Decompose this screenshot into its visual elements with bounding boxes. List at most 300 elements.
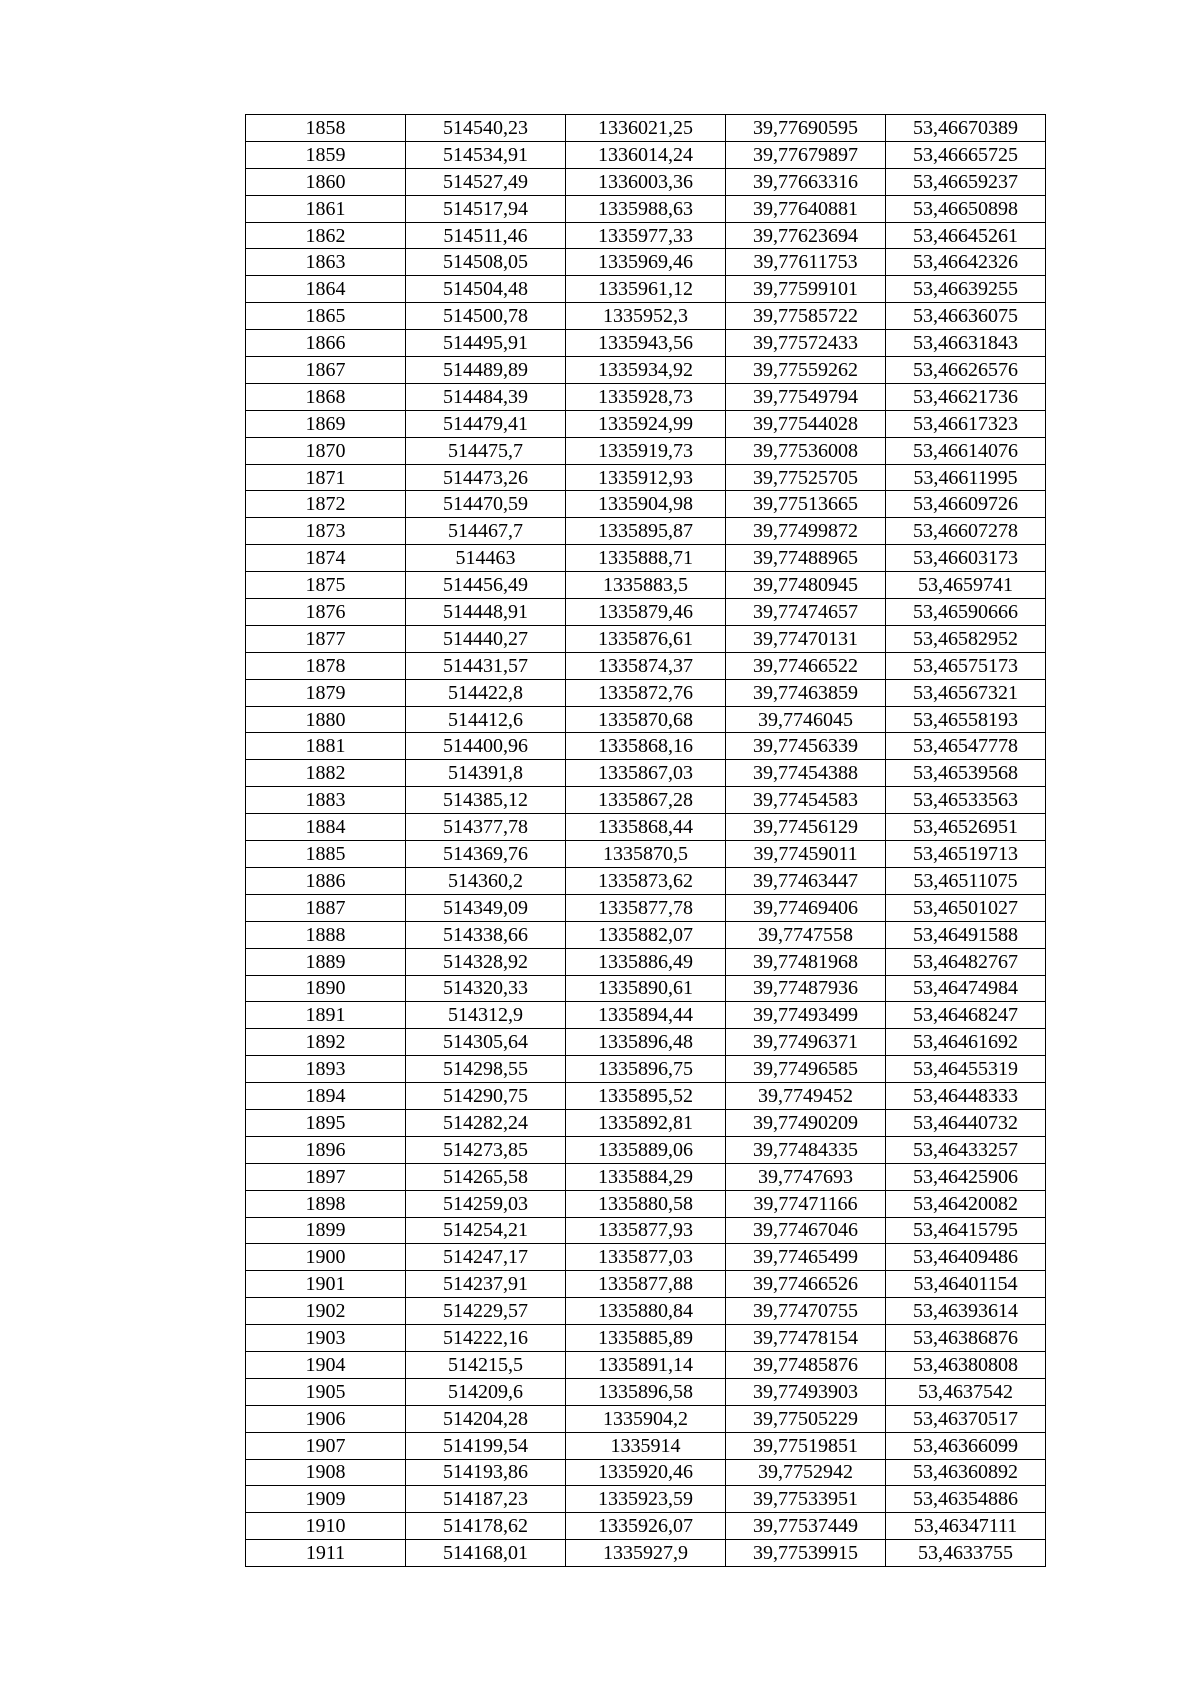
x-coordinate-cell: 514320,33 xyxy=(406,975,566,1002)
y-coordinate-cell: 1335867,28 xyxy=(566,787,726,814)
table-row xyxy=(246,867,1046,894)
y-coordinate-cell: 1335952,3 xyxy=(566,303,726,330)
latitude-cell: 39,77493499 xyxy=(726,1002,886,1029)
y-coordinate-cell: 1335977,33 xyxy=(566,222,726,249)
longitude-cell: 53,46455319 xyxy=(886,1056,1046,1083)
longitude-cell: 53,46609726 xyxy=(886,491,1046,518)
table-row xyxy=(246,1083,1046,1110)
point-number-cell: 1898 xyxy=(246,1190,406,1217)
y-coordinate-cell: 1335877,93 xyxy=(566,1217,726,1244)
point-number-cell: 1899 xyxy=(246,1217,406,1244)
latitude-cell: 39,77533951 xyxy=(726,1486,886,1513)
y-coordinate-cell: 1335894,44 xyxy=(566,1002,726,1029)
x-coordinate-cell: 514489,89 xyxy=(406,357,566,384)
longitude-cell: 53,46511075 xyxy=(886,867,1046,894)
x-coordinate-cell: 514298,55 xyxy=(406,1056,566,1083)
x-coordinate-cell: 514400,96 xyxy=(406,733,566,760)
x-coordinate-cell: 514237,91 xyxy=(406,1271,566,1298)
latitude-cell: 39,77481968 xyxy=(726,948,886,975)
point-number-cell: 1864 xyxy=(246,276,406,303)
x-coordinate-cell: 514463 xyxy=(406,545,566,572)
point-number-cell: 1892 xyxy=(246,1029,406,1056)
latitude-cell: 39,77465499 xyxy=(726,1244,886,1271)
latitude-cell: 39,77585722 xyxy=(726,303,886,330)
point-number-cell: 1896 xyxy=(246,1136,406,1163)
latitude-cell: 39,7749452 xyxy=(726,1083,886,1110)
x-coordinate-cell: 514222,16 xyxy=(406,1325,566,1352)
longitude-cell: 53,46425906 xyxy=(886,1163,1046,1190)
y-coordinate-cell: 1335896,75 xyxy=(566,1056,726,1083)
y-coordinate-cell: 1335892,81 xyxy=(566,1109,726,1136)
point-number-cell: 1890 xyxy=(246,975,406,1002)
table-row xyxy=(246,1002,1046,1029)
longitude-cell: 53,46360892 xyxy=(886,1459,1046,1486)
x-coordinate-cell: 514511,46 xyxy=(406,222,566,249)
latitude-cell: 39,77519851 xyxy=(726,1432,886,1459)
point-number-cell: 1878 xyxy=(246,652,406,679)
latitude-cell: 39,77467046 xyxy=(726,1217,886,1244)
longitude-cell: 53,46409486 xyxy=(886,1244,1046,1271)
y-coordinate-cell: 1336014,24 xyxy=(566,141,726,168)
table-row xyxy=(246,168,1046,195)
table-row xyxy=(246,1351,1046,1378)
longitude-cell: 53,46415795 xyxy=(886,1217,1046,1244)
y-coordinate-cell: 1336021,25 xyxy=(566,115,726,142)
latitude-cell: 39,77493903 xyxy=(726,1378,886,1405)
x-coordinate-cell: 514456,49 xyxy=(406,572,566,599)
x-coordinate-cell: 514338,66 xyxy=(406,921,566,948)
table-row xyxy=(246,437,1046,464)
latitude-cell: 39,77679897 xyxy=(726,141,886,168)
y-coordinate-cell: 1335904,2 xyxy=(566,1405,726,1432)
y-coordinate-cell: 1335904,98 xyxy=(566,491,726,518)
latitude-cell: 39,77466526 xyxy=(726,1271,886,1298)
latitude-cell: 39,7747558 xyxy=(726,921,886,948)
point-number-cell: 1909 xyxy=(246,1486,406,1513)
longitude-cell: 53,46582952 xyxy=(886,625,1046,652)
x-coordinate-cell: 514412,6 xyxy=(406,706,566,733)
x-coordinate-cell: 514470,59 xyxy=(406,491,566,518)
table-row xyxy=(246,491,1046,518)
point-number-cell: 1860 xyxy=(246,168,406,195)
table-row xyxy=(246,115,1046,142)
table-row xyxy=(246,948,1046,975)
longitude-cell: 53,46631843 xyxy=(886,330,1046,357)
longitude-cell: 53,46519713 xyxy=(886,841,1046,868)
table-row xyxy=(246,1029,1046,1056)
y-coordinate-cell: 1335914 xyxy=(566,1432,726,1459)
point-number-cell: 1882 xyxy=(246,760,406,787)
latitude-cell: 39,77539915 xyxy=(726,1540,886,1567)
x-coordinate-cell: 514209,6 xyxy=(406,1378,566,1405)
longitude-cell: 53,46567321 xyxy=(886,679,1046,706)
table-row xyxy=(246,760,1046,787)
longitude-cell: 53,4633755 xyxy=(886,1540,1046,1567)
longitude-cell: 53,46533563 xyxy=(886,787,1046,814)
point-number-cell: 1889 xyxy=(246,948,406,975)
longitude-cell: 53,46614076 xyxy=(886,437,1046,464)
coordinates-table xyxy=(245,114,1046,1567)
y-coordinate-cell: 1335874,37 xyxy=(566,652,726,679)
x-coordinate-cell: 514229,57 xyxy=(406,1298,566,1325)
latitude-cell: 39,77471166 xyxy=(726,1190,886,1217)
longitude-cell: 53,46575173 xyxy=(886,652,1046,679)
table-row xyxy=(246,303,1046,330)
y-coordinate-cell: 1335896,58 xyxy=(566,1378,726,1405)
y-coordinate-cell: 1335919,73 xyxy=(566,437,726,464)
x-coordinate-cell: 514475,7 xyxy=(406,437,566,464)
longitude-cell: 53,46659237 xyxy=(886,168,1046,195)
y-coordinate-cell: 1335877,03 xyxy=(566,1244,726,1271)
longitude-cell: 53,46366099 xyxy=(886,1432,1046,1459)
latitude-cell: 39,77623694 xyxy=(726,222,886,249)
point-number-cell: 1895 xyxy=(246,1109,406,1136)
longitude-cell: 53,46665725 xyxy=(886,141,1046,168)
x-coordinate-cell: 514448,91 xyxy=(406,599,566,626)
point-number-cell: 1875 xyxy=(246,572,406,599)
y-coordinate-cell: 1335923,59 xyxy=(566,1486,726,1513)
y-coordinate-cell: 1335895,52 xyxy=(566,1083,726,1110)
longitude-cell: 53,46621736 xyxy=(886,383,1046,410)
point-number-cell: 1885 xyxy=(246,841,406,868)
table-row xyxy=(246,1217,1046,1244)
x-coordinate-cell: 514328,92 xyxy=(406,948,566,975)
x-coordinate-cell: 514500,78 xyxy=(406,303,566,330)
latitude-cell: 39,77459011 xyxy=(726,841,886,868)
point-number-cell: 1876 xyxy=(246,599,406,626)
table-row xyxy=(246,249,1046,276)
point-number-cell: 1866 xyxy=(246,330,406,357)
latitude-cell: 39,77480945 xyxy=(726,572,886,599)
point-number-cell: 1859 xyxy=(246,141,406,168)
point-number-cell: 1897 xyxy=(246,1163,406,1190)
y-coordinate-cell: 1335895,87 xyxy=(566,518,726,545)
x-coordinate-cell: 514265,58 xyxy=(406,1163,566,1190)
latitude-cell: 39,77505229 xyxy=(726,1405,886,1432)
latitude-cell: 39,77513665 xyxy=(726,491,886,518)
table-row xyxy=(246,1378,1046,1405)
latitude-cell: 39,77663316 xyxy=(726,168,886,195)
y-coordinate-cell: 1335868,44 xyxy=(566,814,726,841)
y-coordinate-cell: 1335886,49 xyxy=(566,948,726,975)
point-number-cell: 1887 xyxy=(246,894,406,921)
point-number-cell: 1907 xyxy=(246,1432,406,1459)
point-number-cell: 1906 xyxy=(246,1405,406,1432)
table-row xyxy=(246,545,1046,572)
x-coordinate-cell: 514534,91 xyxy=(406,141,566,168)
table-row xyxy=(246,1163,1046,1190)
x-coordinate-cell: 514440,27 xyxy=(406,625,566,652)
longitude-cell: 53,46347111 xyxy=(886,1513,1046,1540)
x-coordinate-cell: 514377,78 xyxy=(406,814,566,841)
point-number-cell: 1881 xyxy=(246,733,406,760)
latitude-cell: 39,77469406 xyxy=(726,894,886,921)
table-row xyxy=(246,195,1046,222)
latitude-cell: 39,77454388 xyxy=(726,760,886,787)
x-coordinate-cell: 514473,26 xyxy=(406,464,566,491)
table-row xyxy=(246,921,1046,948)
y-coordinate-cell: 1335870,68 xyxy=(566,706,726,733)
y-coordinate-cell: 1335880,84 xyxy=(566,1298,726,1325)
table-row xyxy=(246,894,1046,921)
x-coordinate-cell: 514312,9 xyxy=(406,1002,566,1029)
table-row xyxy=(246,599,1046,626)
latitude-cell: 39,77470131 xyxy=(726,625,886,652)
table-row xyxy=(246,814,1046,841)
longitude-cell: 53,46393614 xyxy=(886,1298,1046,1325)
latitude-cell: 39,77544028 xyxy=(726,410,886,437)
longitude-cell: 53,46386876 xyxy=(886,1325,1046,1352)
point-number-cell: 1891 xyxy=(246,1002,406,1029)
table-row xyxy=(246,572,1046,599)
table-row xyxy=(246,1405,1046,1432)
latitude-cell: 39,77456339 xyxy=(726,733,886,760)
table-row xyxy=(246,975,1046,1002)
latitude-cell: 39,7752942 xyxy=(726,1459,886,1486)
point-number-cell: 1905 xyxy=(246,1378,406,1405)
table-row xyxy=(246,1056,1046,1083)
latitude-cell: 39,77485876 xyxy=(726,1351,886,1378)
point-number-cell: 1880 xyxy=(246,706,406,733)
longitude-cell: 53,46547778 xyxy=(886,733,1046,760)
table-row xyxy=(246,1271,1046,1298)
table-row xyxy=(246,1136,1046,1163)
x-coordinate-cell: 514484,39 xyxy=(406,383,566,410)
x-coordinate-cell: 514467,7 xyxy=(406,518,566,545)
latitude-cell: 39,7747693 xyxy=(726,1163,886,1190)
latitude-cell: 39,77496371 xyxy=(726,1029,886,1056)
latitude-cell: 39,77611753 xyxy=(726,249,886,276)
x-coordinate-cell: 514495,91 xyxy=(406,330,566,357)
latitude-cell: 39,77572433 xyxy=(726,330,886,357)
y-coordinate-cell: 1335884,29 xyxy=(566,1163,726,1190)
longitude-cell: 53,46354886 xyxy=(886,1486,1046,1513)
y-coordinate-cell: 1335969,46 xyxy=(566,249,726,276)
point-number-cell: 1874 xyxy=(246,545,406,572)
point-number-cell: 1900 xyxy=(246,1244,406,1271)
latitude-cell: 39,77536008 xyxy=(726,437,886,464)
latitude-cell: 39,77559262 xyxy=(726,357,886,384)
x-coordinate-cell: 514431,57 xyxy=(406,652,566,679)
table-row xyxy=(246,357,1046,384)
point-number-cell: 1865 xyxy=(246,303,406,330)
longitude-cell: 53,46650898 xyxy=(886,195,1046,222)
latitude-cell: 39,77484335 xyxy=(726,1136,886,1163)
latitude-cell: 39,77487936 xyxy=(726,975,886,1002)
latitude-cell: 39,77496585 xyxy=(726,1056,886,1083)
table-row xyxy=(246,652,1046,679)
latitude-cell: 39,77470755 xyxy=(726,1298,886,1325)
longitude-cell: 53,46433257 xyxy=(886,1136,1046,1163)
y-coordinate-cell: 1335872,76 xyxy=(566,679,726,706)
y-coordinate-cell: 1335891,14 xyxy=(566,1351,726,1378)
point-number-cell: 1902 xyxy=(246,1298,406,1325)
longitude-cell: 53,46645261 xyxy=(886,222,1046,249)
point-number-cell: 1893 xyxy=(246,1056,406,1083)
y-coordinate-cell: 1335868,16 xyxy=(566,733,726,760)
latitude-cell: 39,77499872 xyxy=(726,518,886,545)
y-coordinate-cell: 1335896,48 xyxy=(566,1029,726,1056)
longitude-cell: 53,46590666 xyxy=(886,599,1046,626)
table-row xyxy=(246,1244,1046,1271)
point-number-cell: 1871 xyxy=(246,464,406,491)
latitude-cell: 39,77478154 xyxy=(726,1325,886,1352)
latitude-cell: 39,77690595 xyxy=(726,115,886,142)
x-coordinate-cell: 514349,09 xyxy=(406,894,566,921)
longitude-cell: 53,46611995 xyxy=(886,464,1046,491)
latitude-cell: 39,77549794 xyxy=(726,383,886,410)
longitude-cell: 53,46461692 xyxy=(886,1029,1046,1056)
latitude-cell: 39,77456129 xyxy=(726,814,886,841)
x-coordinate-cell: 514282,24 xyxy=(406,1109,566,1136)
table-row xyxy=(246,679,1046,706)
point-number-cell: 1904 xyxy=(246,1351,406,1378)
longitude-cell: 53,46380808 xyxy=(886,1351,1046,1378)
table-row xyxy=(246,410,1046,437)
latitude-cell: 39,77525705 xyxy=(726,464,886,491)
y-coordinate-cell: 1335883,5 xyxy=(566,572,726,599)
longitude-cell: 53,4637542 xyxy=(886,1378,1046,1405)
longitude-cell: 53,46474984 xyxy=(886,975,1046,1002)
longitude-cell: 53,4659741 xyxy=(886,572,1046,599)
y-coordinate-cell: 1335912,93 xyxy=(566,464,726,491)
x-coordinate-cell: 514204,28 xyxy=(406,1405,566,1432)
longitude-cell: 53,46603173 xyxy=(886,545,1046,572)
longitude-cell: 53,46607278 xyxy=(886,518,1046,545)
y-coordinate-cell: 1335882,07 xyxy=(566,921,726,948)
latitude-cell: 39,77537449 xyxy=(726,1513,886,1540)
point-number-cell: 1911 xyxy=(246,1540,406,1567)
x-coordinate-cell: 514273,85 xyxy=(406,1136,566,1163)
y-coordinate-cell: 1336003,36 xyxy=(566,168,726,195)
x-coordinate-cell: 514305,64 xyxy=(406,1029,566,1056)
longitude-cell: 53,46501027 xyxy=(886,894,1046,921)
table-row xyxy=(246,1325,1046,1352)
table-row xyxy=(246,733,1046,760)
y-coordinate-cell: 1335867,03 xyxy=(566,760,726,787)
point-number-cell: 1888 xyxy=(246,921,406,948)
latitude-cell: 39,77490209 xyxy=(726,1109,886,1136)
x-coordinate-cell: 514540,23 xyxy=(406,115,566,142)
longitude-cell: 53,46636075 xyxy=(886,303,1046,330)
y-coordinate-cell: 1335961,12 xyxy=(566,276,726,303)
longitude-cell: 53,46642326 xyxy=(886,249,1046,276)
latitude-cell: 39,77463447 xyxy=(726,867,886,894)
point-number-cell: 1863 xyxy=(246,249,406,276)
y-coordinate-cell: 1335877,88 xyxy=(566,1271,726,1298)
latitude-cell: 39,77488965 xyxy=(726,545,886,572)
latitude-cell: 39,77466522 xyxy=(726,652,886,679)
x-coordinate-cell: 514178,62 xyxy=(406,1513,566,1540)
point-number-cell: 1910 xyxy=(246,1513,406,1540)
x-coordinate-cell: 514259,03 xyxy=(406,1190,566,1217)
x-coordinate-cell: 514391,8 xyxy=(406,760,566,787)
table-row xyxy=(246,1540,1046,1567)
table-row xyxy=(246,1190,1046,1217)
longitude-cell: 53,46401154 xyxy=(886,1271,1046,1298)
x-coordinate-cell: 514193,86 xyxy=(406,1459,566,1486)
point-number-cell: 1872 xyxy=(246,491,406,518)
table-row xyxy=(246,330,1046,357)
longitude-cell: 53,46482767 xyxy=(886,948,1046,975)
point-number-cell: 1870 xyxy=(246,437,406,464)
table-row xyxy=(246,841,1046,868)
longitude-cell: 53,46491588 xyxy=(886,921,1046,948)
y-coordinate-cell: 1335889,06 xyxy=(566,1136,726,1163)
table-row xyxy=(246,464,1046,491)
longitude-cell: 53,46558193 xyxy=(886,706,1046,733)
x-coordinate-cell: 514508,05 xyxy=(406,249,566,276)
y-coordinate-cell: 1335888,71 xyxy=(566,545,726,572)
point-number-cell: 1903 xyxy=(246,1325,406,1352)
longitude-cell: 53,46670389 xyxy=(886,115,1046,142)
y-coordinate-cell: 1335920,46 xyxy=(566,1459,726,1486)
x-coordinate-cell: 514168,01 xyxy=(406,1540,566,1567)
table-row xyxy=(246,1298,1046,1325)
table-row xyxy=(246,625,1046,652)
y-coordinate-cell: 1335879,46 xyxy=(566,599,726,626)
x-coordinate-cell: 514422,8 xyxy=(406,679,566,706)
y-coordinate-cell: 1335873,62 xyxy=(566,867,726,894)
point-number-cell: 1868 xyxy=(246,383,406,410)
table-row xyxy=(246,1459,1046,1486)
table-row xyxy=(246,706,1046,733)
y-coordinate-cell: 1335890,61 xyxy=(566,975,726,1002)
latitude-cell: 39,77474657 xyxy=(726,599,886,626)
longitude-cell: 53,46448333 xyxy=(886,1083,1046,1110)
y-coordinate-cell: 1335870,5 xyxy=(566,841,726,868)
y-coordinate-cell: 1335988,63 xyxy=(566,195,726,222)
y-coordinate-cell: 1335880,58 xyxy=(566,1190,726,1217)
latitude-cell: 39,7746045 xyxy=(726,706,886,733)
point-number-cell: 1867 xyxy=(246,357,406,384)
table-row xyxy=(246,141,1046,168)
y-coordinate-cell: 1335927,9 xyxy=(566,1540,726,1567)
table-row xyxy=(246,1432,1046,1459)
latitude-cell: 39,77599101 xyxy=(726,276,886,303)
table-row xyxy=(246,276,1046,303)
y-coordinate-cell: 1335924,99 xyxy=(566,410,726,437)
x-coordinate-cell: 514247,17 xyxy=(406,1244,566,1271)
point-number-cell: 1884 xyxy=(246,814,406,841)
point-number-cell: 1879 xyxy=(246,679,406,706)
x-coordinate-cell: 514527,49 xyxy=(406,168,566,195)
point-number-cell: 1883 xyxy=(246,787,406,814)
x-coordinate-cell: 514290,75 xyxy=(406,1083,566,1110)
x-coordinate-cell: 514385,12 xyxy=(406,787,566,814)
longitude-cell: 53,46526951 xyxy=(886,814,1046,841)
x-coordinate-cell: 514369,76 xyxy=(406,841,566,868)
x-coordinate-cell: 514504,48 xyxy=(406,276,566,303)
longitude-cell: 53,46617323 xyxy=(886,410,1046,437)
x-coordinate-cell: 514254,21 xyxy=(406,1217,566,1244)
x-coordinate-cell: 514360,2 xyxy=(406,867,566,894)
point-number-cell: 1862 xyxy=(246,222,406,249)
table-row xyxy=(246,787,1046,814)
latitude-cell: 39,77454583 xyxy=(726,787,886,814)
table-body xyxy=(246,115,1046,1567)
point-number-cell: 1901 xyxy=(246,1271,406,1298)
y-coordinate-cell: 1335934,92 xyxy=(566,357,726,384)
table-row xyxy=(246,1486,1046,1513)
table-row xyxy=(246,1109,1046,1136)
table-row xyxy=(246,518,1046,545)
longitude-cell: 53,46370517 xyxy=(886,1405,1046,1432)
point-number-cell: 1894 xyxy=(246,1083,406,1110)
table-row xyxy=(246,383,1046,410)
y-coordinate-cell: 1335877,78 xyxy=(566,894,726,921)
point-number-cell: 1877 xyxy=(246,625,406,652)
